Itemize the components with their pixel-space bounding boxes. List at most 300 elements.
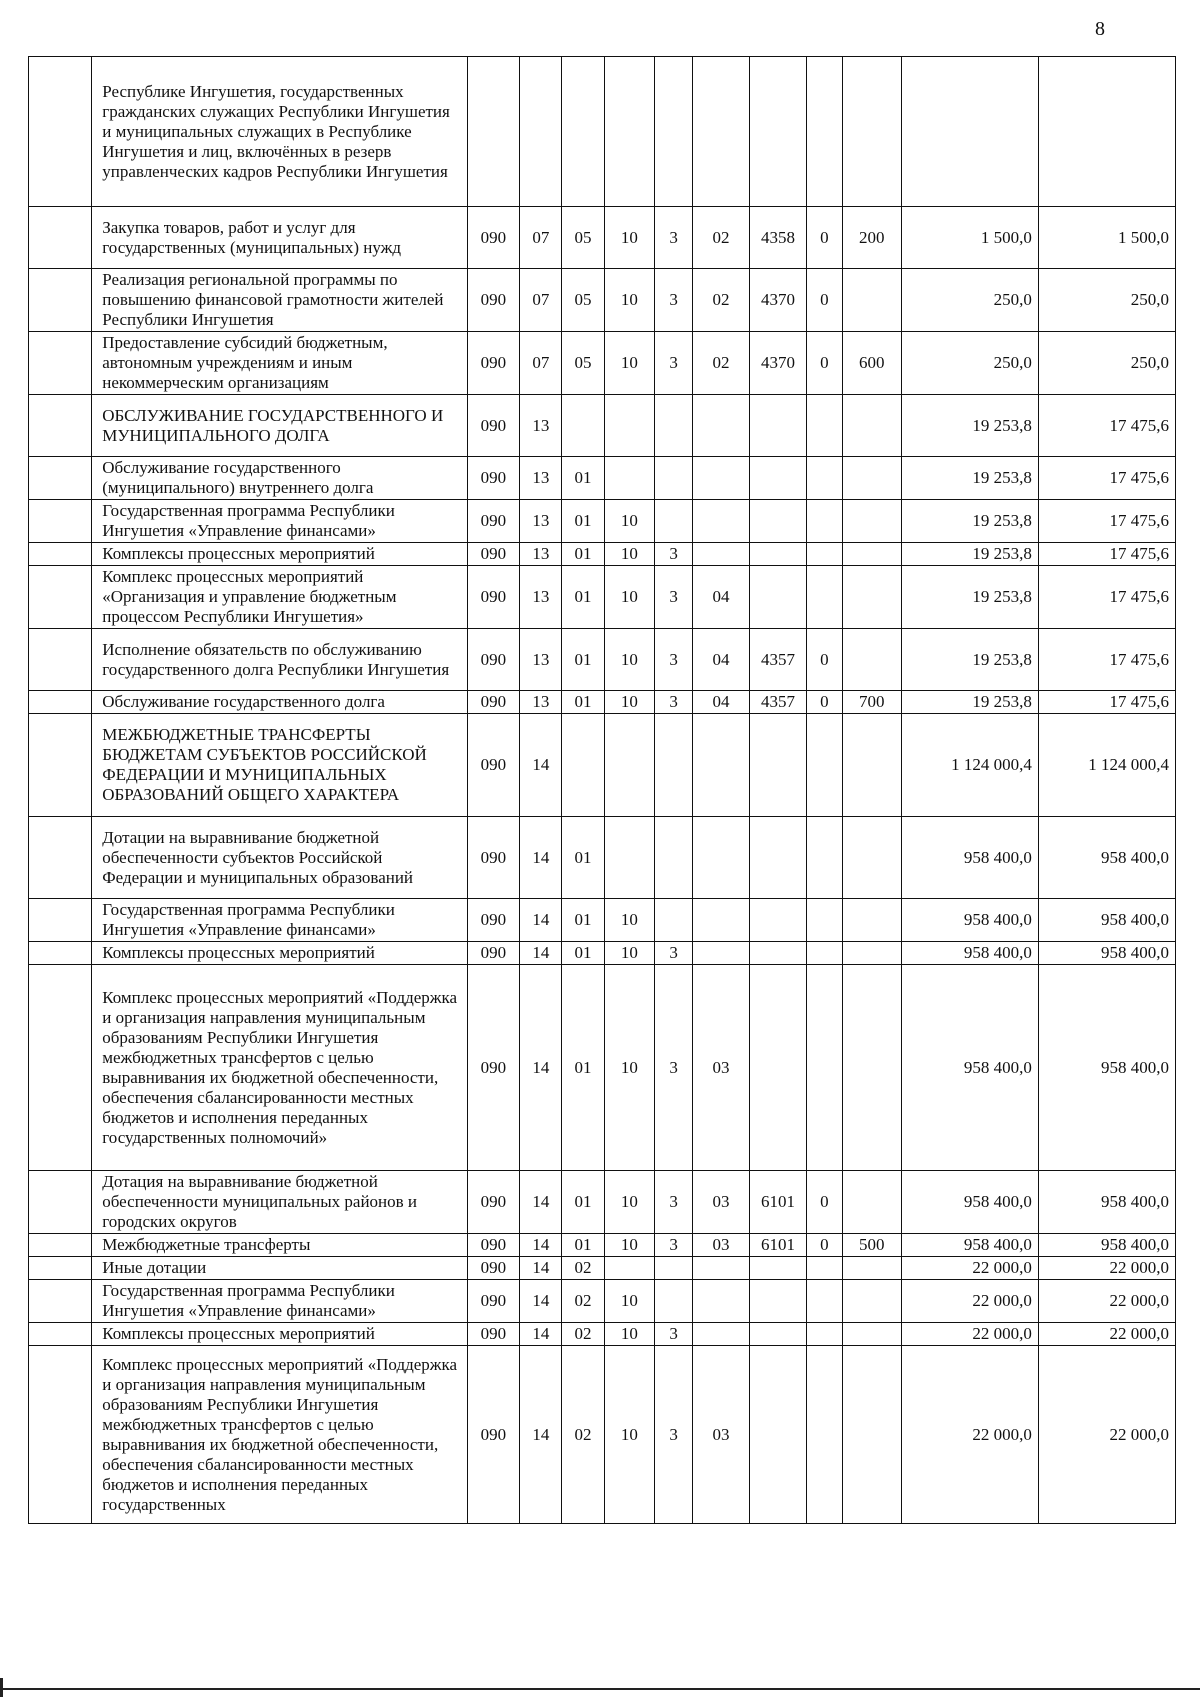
code-cell-c3: 01: [562, 817, 604, 899]
code-cell-c2: 14: [520, 899, 562, 942]
code-cell-c3: [562, 714, 604, 817]
amount-cell-s1: 19 253,8: [901, 566, 1038, 629]
code-cell-c5: 3: [655, 566, 693, 629]
code-cell-c9: [842, 457, 901, 500]
code-cell-c4: [604, 457, 655, 500]
code-cell-c8: [806, 457, 842, 500]
code-cell-c2: [520, 57, 562, 207]
code-cell-c8: [806, 1346, 842, 1524]
code-cell-c1: 090: [467, 1346, 520, 1524]
code-cell-c9: [842, 1280, 901, 1323]
amount-cell-s1: 958 400,0: [901, 965, 1038, 1171]
code-cell-c4: 10: [604, 629, 655, 691]
code-cell-c4: 10: [604, 965, 655, 1171]
amount-cell-s2: 17 475,6: [1038, 500, 1175, 543]
code-cell-c5: [655, 1280, 693, 1323]
code-cell-c3: 05: [562, 207, 604, 269]
amount-cell-s2: 250,0: [1038, 332, 1175, 395]
code-cell-c1: 090: [467, 332, 520, 395]
code-cell-c4: [604, 817, 655, 899]
row-number-cell: [29, 457, 92, 500]
amount-cell-s1: 19 253,8: [901, 629, 1038, 691]
amount-cell-s1: 22 000,0: [901, 1257, 1038, 1280]
code-cell-c2: 14: [520, 1323, 562, 1346]
item-name-cell: Комплексы процессных мероприятий: [92, 942, 467, 965]
item-name-cell: ОБСЛУЖИВАНИЕ ГОСУДАРСТВЕННОГО И МУНИЦИПАЛЬНОГО ДОЛГА: [92, 395, 467, 457]
item-name-cell: Государственная программа Республики Ингушетия «Управление финансами»: [92, 899, 467, 942]
row-number-cell: [29, 57, 92, 207]
code-cell-c2: 14: [520, 965, 562, 1171]
item-name-cell: Обслуживание государственного долга: [92, 691, 467, 714]
code-cell-c4: 10: [604, 691, 655, 714]
amount-cell-s2: 958 400,0: [1038, 817, 1175, 899]
code-cell-c9: [842, 1346, 901, 1524]
table-row: [29, 269, 1176, 332]
amount-cell-s1: 1 500,0: [901, 207, 1038, 269]
code-cell-c1: 090: [467, 457, 520, 500]
code-cell-c9: [842, 269, 901, 332]
code-cell-c6: [693, 714, 750, 817]
code-cell-c8: [806, 942, 842, 965]
code-cell-c9: [842, 395, 901, 457]
amount-cell-s2: 1 500,0: [1038, 207, 1175, 269]
code-cell-c3: 01: [562, 1234, 604, 1257]
amount-cell-s2: 17 475,6: [1038, 395, 1175, 457]
amount-cell-s1: 250,0: [901, 332, 1038, 395]
code-cell-c7: 4370: [750, 269, 807, 332]
code-cell-c1: 090: [467, 629, 520, 691]
code-cell-c8: 0: [806, 1234, 842, 1257]
amount-cell-s1: 250,0: [901, 269, 1038, 332]
code-cell-c3: 01: [562, 691, 604, 714]
code-cell-c6: [693, 899, 750, 942]
code-cell-c6: [693, 942, 750, 965]
code-cell-c4: 10: [604, 1280, 655, 1323]
code-cell-c5: 3: [655, 629, 693, 691]
amount-cell-s1: 958 400,0: [901, 942, 1038, 965]
item-name-cell: Обслуживание государственного (муниципального) внутреннего долга: [92, 457, 467, 500]
code-cell-c7: [750, 1323, 807, 1346]
code-cell-c6: 04: [693, 566, 750, 629]
code-cell-c3: 02: [562, 1323, 604, 1346]
code-cell-c2: 14: [520, 1257, 562, 1280]
code-cell-c7: 4358: [750, 207, 807, 269]
amount-cell-s2: 22 000,0: [1038, 1280, 1175, 1323]
code-cell-c2: 14: [520, 1171, 562, 1234]
code-cell-c5: 3: [655, 332, 693, 395]
code-cell-c7: 4357: [750, 691, 807, 714]
code-cell-c6: [693, 57, 750, 207]
code-cell-c2: 14: [520, 1346, 562, 1524]
item-name-cell: Республике Ингушетия, государственных гражданских служащих Республики Ингушетия и муниципальных служащих в Республике Ингушетия и лиц, включённых в резерв управленческих кадров Республики Ингушетия: [92, 57, 467, 207]
item-name-cell: Реализация региональной программы по повышению финансовой грамотности жителей Республики Ингушетия: [92, 269, 467, 332]
row-number-cell: [29, 1257, 92, 1280]
code-cell-c9: [842, 1323, 901, 1346]
code-cell-c1: 090: [467, 942, 520, 965]
amount-cell-s2: 958 400,0: [1038, 1171, 1175, 1234]
code-cell-c2: 07: [520, 207, 562, 269]
code-cell-c3: 01: [562, 457, 604, 500]
code-cell-c3: 01: [562, 965, 604, 1171]
code-cell-c6: [693, 817, 750, 899]
code-cell-c6: 03: [693, 965, 750, 1171]
code-cell-c5: 3: [655, 1234, 693, 1257]
code-cell-c4: [604, 395, 655, 457]
code-cell-c2: 13: [520, 457, 562, 500]
code-cell-c7: 6101: [750, 1234, 807, 1257]
table-row: [29, 899, 1176, 942]
amount-cell-s2: 22 000,0: [1038, 1323, 1175, 1346]
code-cell-c7: 4357: [750, 629, 807, 691]
amount-cell-s1: [901, 57, 1038, 207]
amount-cell-s1: 1 124 000,4: [901, 714, 1038, 817]
amount-cell-s2: 250,0: [1038, 269, 1175, 332]
amount-cell-s1: 958 400,0: [901, 1234, 1038, 1257]
row-number-cell: [29, 395, 92, 457]
code-cell-c1: 090: [467, 543, 520, 566]
row-number-cell: [29, 817, 92, 899]
code-cell-c4: [604, 1257, 655, 1280]
code-cell-c1: 090: [467, 1280, 520, 1323]
code-cell-c4: [604, 57, 655, 207]
code-cell-c2: 13: [520, 566, 562, 629]
code-cell-c3: [562, 395, 604, 457]
code-cell-c6: 02: [693, 207, 750, 269]
budget-table: [28, 56, 1176, 1524]
code-cell-c3: 05: [562, 269, 604, 332]
table-row: [29, 1323, 1176, 1346]
row-number-cell: [29, 965, 92, 1171]
code-cell-c1: 090: [467, 817, 520, 899]
code-cell-c5: 3: [655, 207, 693, 269]
code-cell-c1: 090: [467, 207, 520, 269]
code-cell-c6: [693, 457, 750, 500]
amount-cell-s2: [1038, 57, 1175, 207]
code-cell-c7: [750, 395, 807, 457]
code-cell-c4: 10: [604, 269, 655, 332]
row-number-cell: [29, 1171, 92, 1234]
code-cell-c5: [655, 1257, 693, 1280]
page-number: 8: [1095, 18, 1105, 40]
code-cell-c5: 3: [655, 942, 693, 965]
code-cell-c4: 10: [604, 566, 655, 629]
code-cell-c7: [750, 899, 807, 942]
code-cell-c6: [693, 1323, 750, 1346]
code-cell-c8: [806, 57, 842, 207]
code-cell-c7: [750, 965, 807, 1171]
table-row: [29, 817, 1176, 899]
row-number-cell: [29, 269, 92, 332]
code-cell-c8: [806, 395, 842, 457]
code-cell-c7: [750, 817, 807, 899]
code-cell-c4: 10: [604, 207, 655, 269]
code-cell-c2: 07: [520, 332, 562, 395]
code-cell-c9: [842, 566, 901, 629]
code-cell-c6: 04: [693, 691, 750, 714]
code-cell-c5: [655, 57, 693, 207]
code-cell-c6: [693, 1280, 750, 1323]
code-cell-c5: [655, 714, 693, 817]
code-cell-c8: [806, 1280, 842, 1323]
code-cell-c8: 0: [806, 269, 842, 332]
code-cell-c6: 03: [693, 1234, 750, 1257]
amount-cell-s1: 19 253,8: [901, 500, 1038, 543]
row-number-cell: [29, 1234, 92, 1257]
amount-cell-s2: 958 400,0: [1038, 942, 1175, 965]
scan-edge-line: [0, 1688, 1200, 1690]
item-name-cell: Исполнение обязательств по обслуживанию государственного долга Республики Ингушетия: [92, 629, 467, 691]
code-cell-c5: 3: [655, 543, 693, 566]
code-cell-c8: [806, 965, 842, 1171]
code-cell-c3: 05: [562, 332, 604, 395]
code-cell-c8: [806, 566, 842, 629]
code-cell-c9: [842, 942, 901, 965]
item-name-cell: Иные дотации: [92, 1257, 467, 1280]
amount-cell-s1: 22 000,0: [901, 1323, 1038, 1346]
code-cell-c6: [693, 500, 750, 543]
code-cell-c2: 13: [520, 691, 562, 714]
code-cell-c2: 14: [520, 1280, 562, 1323]
amount-cell-s2: 17 475,6: [1038, 691, 1175, 714]
code-cell-c2: 13: [520, 500, 562, 543]
code-cell-c7: [750, 543, 807, 566]
item-name-cell: Комплекс процессных мероприятий «Поддержка и организация направления муниципальным образованиям Республики Ингушетия межбюджетных трансфертов с целью выравнивания их бюджетной обеспеченности, обеспечения сбалансированности местных бюджетов и исполнения переданных государственных полномочий»: [92, 965, 467, 1171]
code-cell-c5: [655, 899, 693, 942]
table-row: [29, 965, 1176, 1171]
code-cell-c3: 01: [562, 543, 604, 566]
item-name-cell: Межбюджетные трансферты: [92, 1234, 467, 1257]
code-cell-c8: [806, 543, 842, 566]
code-cell-c8: 0: [806, 691, 842, 714]
code-cell-c2: 13: [520, 629, 562, 691]
code-cell-c7: [750, 566, 807, 629]
amount-cell-s1: 958 400,0: [901, 1171, 1038, 1234]
amount-cell-s2: 958 400,0: [1038, 899, 1175, 942]
table-row: [29, 332, 1176, 395]
code-cell-c4: [604, 714, 655, 817]
row-number-cell: [29, 714, 92, 817]
item-name-cell: Комплекс процессных мероприятий «Поддержка и организация направления муниципальным образованиям Республики Ингушетия межбюджетных трансфертов с целью выравнивания их бюджетной обеспеченности, обеспечения сбалансированности местных бюджетов и исполнения переданных государственных: [92, 1346, 467, 1524]
amount-cell-s2: 17 475,6: [1038, 566, 1175, 629]
code-cell-c9: [842, 714, 901, 817]
amount-cell-s2: 958 400,0: [1038, 965, 1175, 1171]
code-cell-c7: [750, 714, 807, 817]
item-name-cell: Государственная программа Республики Ингушетия «Управление финансами»: [92, 1280, 467, 1323]
code-cell-c9: [842, 500, 901, 543]
code-cell-c4: 10: [604, 543, 655, 566]
table-row: [29, 500, 1176, 543]
code-cell-c1: 090: [467, 899, 520, 942]
code-cell-c8: 0: [806, 1171, 842, 1234]
code-cell-c4: 10: [604, 1234, 655, 1257]
code-cell-c6: 02: [693, 269, 750, 332]
code-cell-c1: 090: [467, 965, 520, 1171]
code-cell-c1: 090: [467, 269, 520, 332]
code-cell-c3: 02: [562, 1257, 604, 1280]
amount-cell-s2: 17 475,6: [1038, 457, 1175, 500]
code-cell-c7: [750, 457, 807, 500]
code-cell-c3: 01: [562, 629, 604, 691]
table-row: [29, 942, 1176, 965]
code-cell-c9: [842, 543, 901, 566]
code-cell-c6: 04: [693, 629, 750, 691]
code-cell-c2: 14: [520, 817, 562, 899]
code-cell-c4: 10: [604, 899, 655, 942]
code-cell-c5: 3: [655, 1323, 693, 1346]
code-cell-c7: 6101: [750, 1171, 807, 1234]
amount-cell-s1: 22 000,0: [901, 1346, 1038, 1524]
code-cell-c8: 0: [806, 629, 842, 691]
amount-cell-s2: 17 475,6: [1038, 629, 1175, 691]
code-cell-c8: [806, 1257, 842, 1280]
table-row: [29, 1257, 1176, 1280]
code-cell-c6: [693, 1257, 750, 1280]
code-cell-c8: 0: [806, 207, 842, 269]
code-cell-c2: 14: [520, 1234, 562, 1257]
row-number-cell: [29, 1280, 92, 1323]
code-cell-c1: 090: [467, 1257, 520, 1280]
table-row: [29, 1280, 1176, 1323]
amount-cell-s2: 958 400,0: [1038, 1234, 1175, 1257]
code-cell-c4: 10: [604, 1323, 655, 1346]
table-body: [29, 57, 1176, 1524]
code-cell-c4: 10: [604, 1346, 655, 1524]
code-cell-c9: [842, 629, 901, 691]
amount-cell-s2: 17 475,6: [1038, 543, 1175, 566]
code-cell-c3: [562, 57, 604, 207]
code-cell-c3: 01: [562, 566, 604, 629]
code-cell-c4: 10: [604, 332, 655, 395]
code-cell-c6: [693, 543, 750, 566]
code-cell-c1: 090: [467, 500, 520, 543]
code-cell-c6: 03: [693, 1346, 750, 1524]
table-row: [29, 395, 1176, 457]
amount-cell-s1: 958 400,0: [901, 899, 1038, 942]
row-number-cell: [29, 1323, 92, 1346]
row-number-cell: [29, 691, 92, 714]
amount-cell-s1: 19 253,8: [901, 543, 1038, 566]
item-name-cell: Комплексы процессных мероприятий: [92, 1323, 467, 1346]
amount-cell-s1: 19 253,8: [901, 691, 1038, 714]
amount-cell-s2: 22 000,0: [1038, 1346, 1175, 1524]
code-cell-c1: 090: [467, 566, 520, 629]
code-cell-c8: [806, 500, 842, 543]
code-cell-c5: 3: [655, 1171, 693, 1234]
code-cell-c8: [806, 1323, 842, 1346]
code-cell-c9: [842, 57, 901, 207]
item-name-cell: Предоставление субсидий бюджетным, автономным учреждениям и иным некоммерческим организациям: [92, 332, 467, 395]
table-row: [29, 1346, 1176, 1524]
scan-corner-mark: [0, 1678, 3, 1697]
code-cell-c8: [806, 817, 842, 899]
item-name-cell: Закупка товаров, работ и услуг для государственных (муниципальных) нужд: [92, 207, 467, 269]
item-name-cell: Дотации на выравнивание бюджетной обеспеченности субъектов Российской Федерации и муниципальных образований: [92, 817, 467, 899]
code-cell-c7: [750, 1346, 807, 1524]
table-row: [29, 629, 1176, 691]
table-row: [29, 207, 1176, 269]
code-cell-c1: 090: [467, 1234, 520, 1257]
row-number-cell: [29, 207, 92, 269]
row-number-cell: [29, 332, 92, 395]
row-number-cell: [29, 566, 92, 629]
row-number-cell: [29, 500, 92, 543]
code-cell-c1: 090: [467, 714, 520, 817]
code-cell-c2: 13: [520, 395, 562, 457]
row-number-cell: [29, 543, 92, 566]
table-row: [29, 457, 1176, 500]
code-cell-c9: [842, 1257, 901, 1280]
table-row: [29, 691, 1176, 714]
table-row: [29, 714, 1176, 817]
code-cell-c7: [750, 942, 807, 965]
code-cell-c3: 01: [562, 942, 604, 965]
amount-cell-s1: 958 400,0: [901, 817, 1038, 899]
row-number-cell: [29, 1346, 92, 1524]
code-cell-c8: [806, 899, 842, 942]
item-name-cell: Комплекс процессных мероприятий «Организация и управление бюджетным процессом Республики Ингушетия»: [92, 566, 467, 629]
code-cell-c9: [842, 817, 901, 899]
code-cell-c5: [655, 457, 693, 500]
item-name-cell: МЕЖБЮДЖЕТНЫЕ ТРАНСФЕРТЫ БЮДЖЕТАМ СУБЪЕКТОВ РОССИЙСКОЙ ФЕДЕРАЦИИ И МУНИЦИПАЛЬНЫХ ОБРАЗОВАНИЙ ОБЩЕГО ХАРАКТЕРА: [92, 714, 467, 817]
item-name-cell: Государственная программа Республики Ингушетия «Управление финансами»: [92, 500, 467, 543]
code-cell-c5: [655, 817, 693, 899]
code-cell-c2: 07: [520, 269, 562, 332]
code-cell-c9: 600: [842, 332, 901, 395]
code-cell-c9: 700: [842, 691, 901, 714]
code-cell-c7: [750, 500, 807, 543]
code-cell-c2: 13: [520, 543, 562, 566]
code-cell-c3: 02: [562, 1346, 604, 1524]
item-name-cell: Комплексы процессных мероприятий: [92, 543, 467, 566]
code-cell-c6: 02: [693, 332, 750, 395]
code-cell-c1: [467, 57, 520, 207]
code-cell-c1: 090: [467, 1323, 520, 1346]
row-number-cell: [29, 629, 92, 691]
row-number-cell: [29, 899, 92, 942]
table-row: [29, 1171, 1176, 1234]
table-row: [29, 1234, 1176, 1257]
code-cell-c1: 090: [467, 1171, 520, 1234]
item-name-cell: Дотация на выравнивание бюджетной обеспеченности муниципальных районов и городских округов: [92, 1171, 467, 1234]
code-cell-c3: 01: [562, 500, 604, 543]
code-cell-c4: 10: [604, 942, 655, 965]
code-cell-c5: 3: [655, 1346, 693, 1524]
row-number-cell: [29, 942, 92, 965]
code-cell-c5: [655, 395, 693, 457]
amount-cell-s1: 22 000,0: [901, 1280, 1038, 1323]
code-cell-c7: [750, 57, 807, 207]
amount-cell-s1: 19 253,8: [901, 395, 1038, 457]
code-cell-c9: [842, 965, 901, 1171]
code-cell-c8: 0: [806, 332, 842, 395]
code-cell-c4: 10: [604, 1171, 655, 1234]
code-cell-c4: 10: [604, 500, 655, 543]
code-cell-c7: 4370: [750, 332, 807, 395]
table-row: [29, 543, 1176, 566]
code-cell-c9: 200: [842, 207, 901, 269]
code-cell-c5: 3: [655, 691, 693, 714]
code-cell-c5: 3: [655, 269, 693, 332]
table-row: [29, 57, 1176, 207]
code-cell-c6: 03: [693, 1171, 750, 1234]
code-cell-c3: 02: [562, 1280, 604, 1323]
code-cell-c2: 14: [520, 942, 562, 965]
code-cell-c5: 3: [655, 965, 693, 1171]
code-cell-c7: [750, 1257, 807, 1280]
code-cell-c2: 14: [520, 714, 562, 817]
code-cell-c9: [842, 899, 901, 942]
amount-cell-s2: 22 000,0: [1038, 1257, 1175, 1280]
